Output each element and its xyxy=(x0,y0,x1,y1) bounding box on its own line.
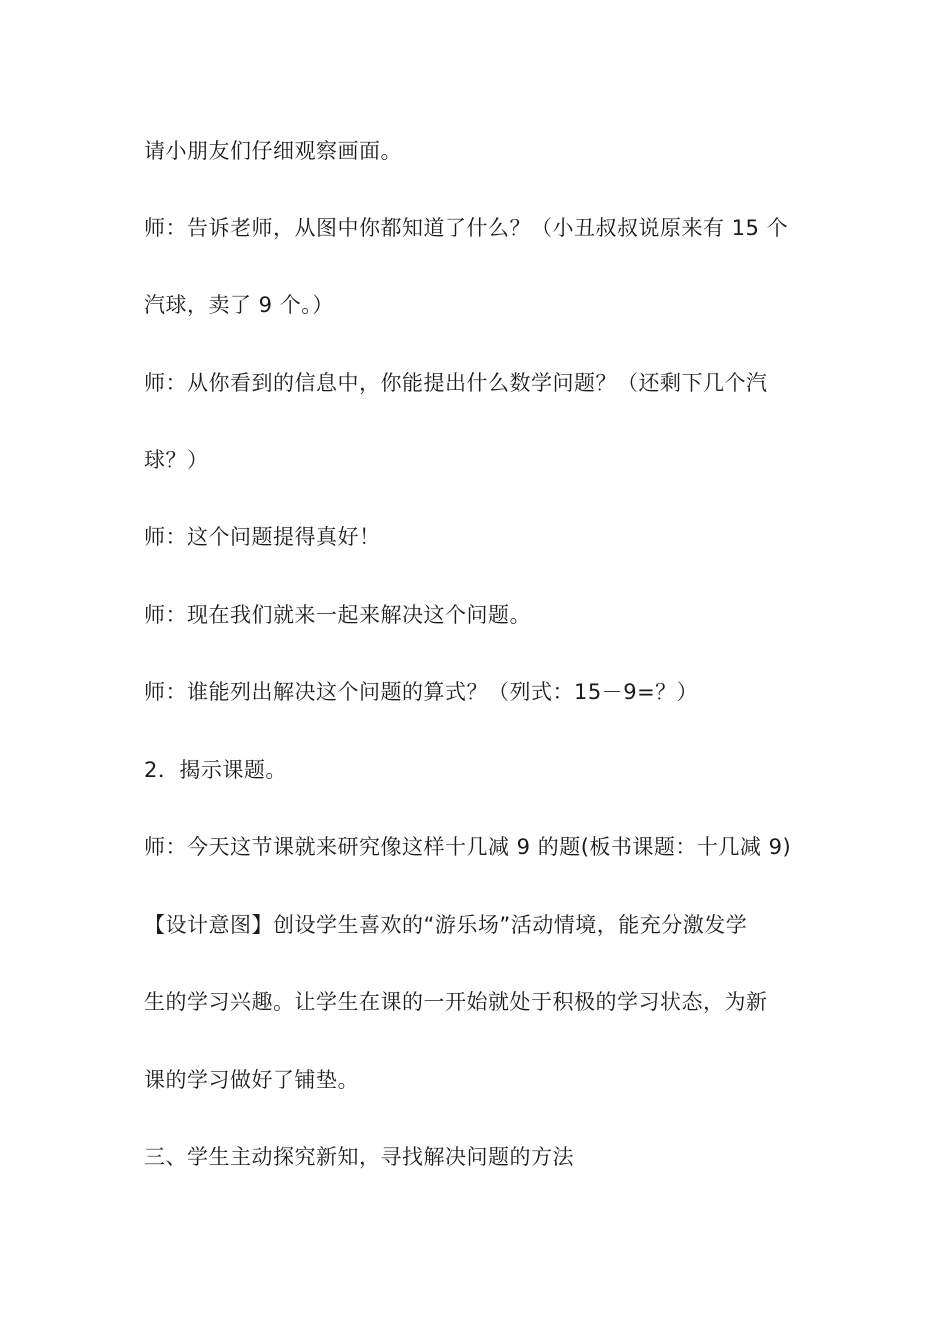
section-heading: 三、学生主动探究新知，寻找解决问题的方法 xyxy=(144,1145,574,1169)
text-line: 师：今天这节课就来研究像这样十几减 9 的题(板书课题：十几减 9) xyxy=(144,835,792,859)
text-line: 汽球，卖了 9 个。） xyxy=(144,293,334,317)
text-line: 【设计意图】创设学生喜欢的“游乐场”活动情境，能充分激发学 xyxy=(144,913,748,937)
text-line: 师：谁能列出解决这个问题的算式？（列式：15－9=？） xyxy=(144,680,699,704)
text-line: 球？） xyxy=(144,448,209,472)
text-line: 课的学习做好了铺垫。 xyxy=(144,1068,359,1092)
text-line: 师：从你看到的信息中，你能提出什么数学问题？（还剩下几个汽 xyxy=(144,371,768,395)
text-line: 师：这个问题提得真好！ xyxy=(144,525,381,549)
section-heading: 2．揭示课题。 xyxy=(144,758,287,782)
text-line: 生的学习兴趣。让学生在课的一开始就处于积极的学习状态，为新 xyxy=(144,990,768,1014)
text-line: 师：告诉老师，从图中你都知道了什么？（小丑叔叔说原来有 15 个 xyxy=(144,216,789,240)
text-line: 请小朋友们仔细观察画面。 xyxy=(144,139,402,163)
text-line: 师：现在我们就来一起来解决这个问题。 xyxy=(144,603,531,627)
